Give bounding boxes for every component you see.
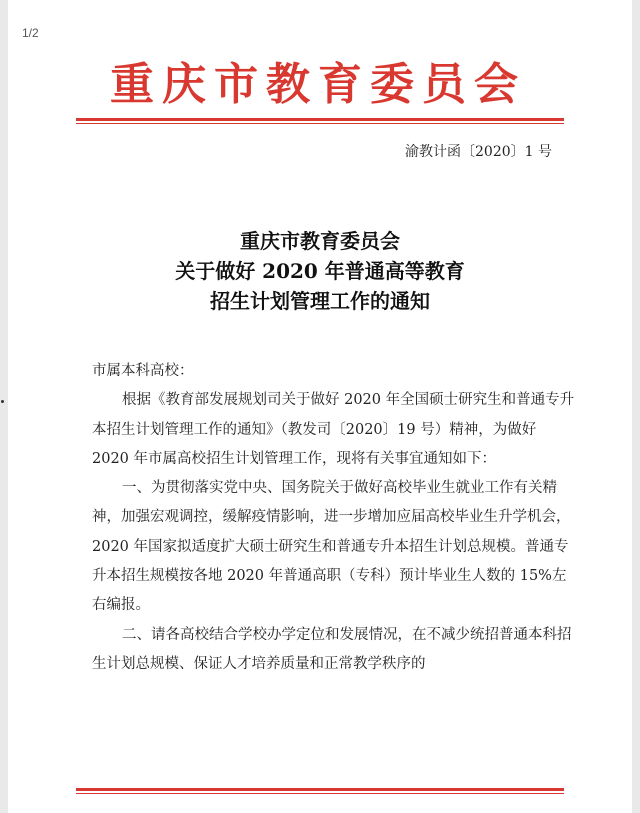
paragraph: 根据《教育部发展规划司关于做好 2020 年全国硕士研究生和普通专升本招生计划管理工作的通知》（教发司〔2020〕19 号）精神，为做好 2020 年市属高校招生计划管理工作，现将有关事宜通知如下： <box>92 392 575 467</box>
document-page <box>8 0 632 813</box>
title-line-3: 招生计划管理工作的通知 <box>210 289 430 313</box>
document-body <box>92 357 576 679</box>
salutation: 市属本科高校： <box>92 363 194 379</box>
letterhead-rule-thick <box>76 118 564 121</box>
footer-rule-thick <box>76 788 564 791</box>
title-line-2: 关于做好 2020 年普通高等教育 <box>175 259 465 283</box>
letterhead-rule-thin <box>76 123 564 124</box>
title-line-1: 重庆市教育委员会 <box>240 229 400 253</box>
letterhead-title: 重庆市教育委员会 <box>110 59 526 110</box>
page-indicator: 1/2 <box>22 26 39 40</box>
document-title <box>68 226 572 316</box>
left-edge-dot <box>1 400 4 403</box>
paragraph: 二、请各高校结合学校办学定位和发展情况，在不减少统招普通本科招生计划总规模、保证人才培养质量和正常教学秩序的 <box>92 626 572 672</box>
document-number: 渝教计函〔2020〕1 号 <box>405 144 552 160</box>
paragraph: 一、为贯彻落实党中央、国务院关于做好高校毕业生就业工作有关精神，加强宏观调控，缓解疫情影响，进一步增加应届高校毕业生升学机会，2020 年国家拟适度扩大硕士研究生和普通专升本招生计划总规模。普通专升本招生规模按各地 2020 年普通高职（专科）预计毕业生人数的 15%左右编报。 <box>92 480 571 614</box>
footer-rule-thin <box>76 793 564 794</box>
